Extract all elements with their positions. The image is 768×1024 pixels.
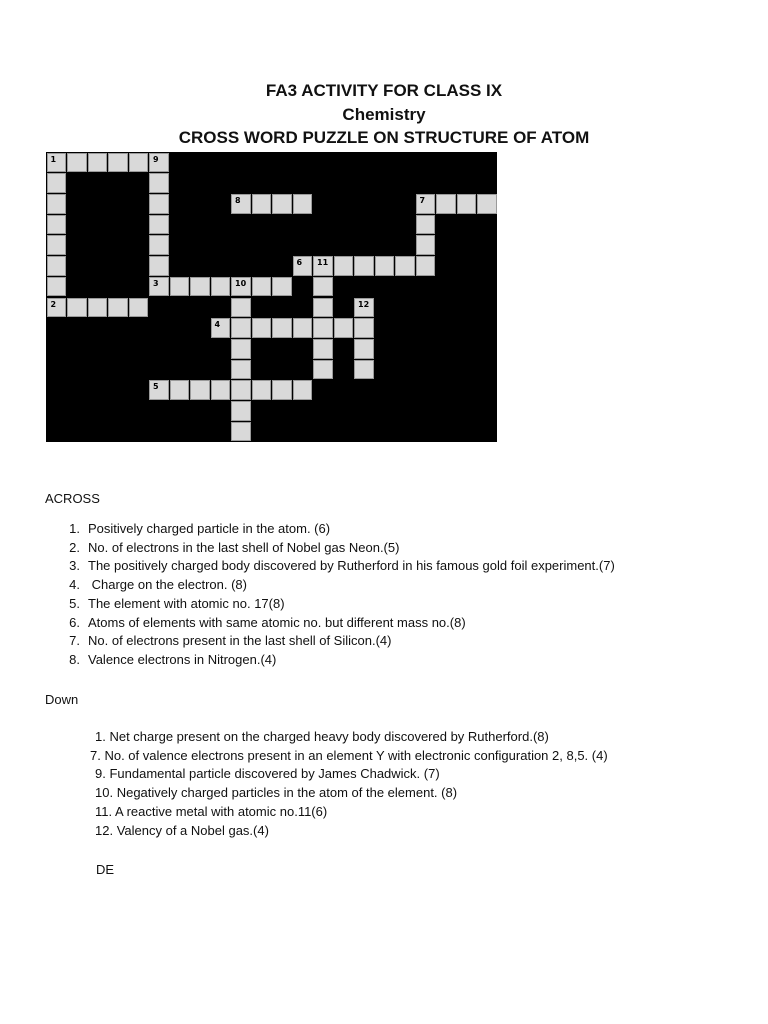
crossword-cell[interactable] <box>354 339 374 359</box>
crossword-cell[interactable] <box>436 194 456 214</box>
across-heading: ACROSS <box>45 491 100 506</box>
crossword-cell[interactable] <box>313 339 333 359</box>
clue-number: 11. <box>95 803 113 819</box>
crossword-cell[interactable] <box>354 360 374 380</box>
crossword-cell[interactable] <box>416 235 436 255</box>
crossword-cell[interactable] <box>231 298 251 318</box>
crossword-cell[interactable] <box>190 380 210 400</box>
across-clue <box>60 633 391 649</box>
crossword-cell[interactable] <box>67 153 87 173</box>
subject-title: Chemistry <box>342 105 426 124</box>
crossword-cell[interactable] <box>313 298 333 318</box>
clue-number: 3 <box>153 278 159 288</box>
clue-text: A reactive metal with atomic no.11(6) <box>115 803 328 819</box>
crossword-cell-7[interactable] <box>416 194 436 214</box>
clue-number: 7. <box>69 633 80 649</box>
crossword-cell[interactable] <box>272 277 292 297</box>
crossword-cell[interactable] <box>170 277 190 297</box>
crossword-cell-6[interactable] <box>293 256 313 276</box>
clue-text: Valence electrons in Nitrogen.(4) <box>88 651 277 667</box>
crossword-cell-12[interactable] <box>354 298 374 318</box>
across-clue <box>60 596 285 612</box>
crossword-cell[interactable] <box>149 235 169 255</box>
crossword-cell[interactable] <box>416 256 436 276</box>
across-clue <box>60 652 276 668</box>
crossword-cell[interactable] <box>354 318 374 338</box>
crossword-cell[interactable] <box>272 194 292 214</box>
crossword-cell[interactable] <box>375 256 395 276</box>
crossword-cell[interactable] <box>477 194 497 214</box>
crossword-cell[interactable] <box>231 339 251 359</box>
clue-text: The positively charged body discovered by Rutherford in his famous gold foil experiment.(7) <box>88 558 615 574</box>
puzzle-title: CROSS WORD PUZZLE ON STRUCTURE OF ATOM <box>178 128 590 147</box>
clue-text: Positively charged particle in the atom. (6) <box>88 521 331 536</box>
clue-number: 7. <box>90 747 101 763</box>
across-clue <box>60 615 466 631</box>
clue-number: 6 <box>296 258 303 268</box>
crossword-cell[interactable] <box>272 318 292 338</box>
clue-text: Charge on the electron. (8) <box>88 577 247 593</box>
clue-number: 6. <box>69 614 80 630</box>
crossword-cell[interactable] <box>457 194 477 214</box>
crossword-cell[interactable] <box>231 380 251 400</box>
crossword-cell-10[interactable] <box>231 277 251 297</box>
clue-number: 12. <box>95 822 114 838</box>
crossword-cell[interactable] <box>47 235 67 255</box>
crossword-cell[interactable] <box>211 277 231 297</box>
crossword-cell[interactable] <box>129 298 149 318</box>
crossword-cell[interactable] <box>354 256 374 276</box>
crossword-cell[interactable] <box>252 318 272 338</box>
down-clue <box>95 785 457 801</box>
crossword-cell[interactable] <box>129 153 149 173</box>
crossword-cell[interactable] <box>149 256 169 276</box>
crossword-cell[interactable] <box>231 360 251 380</box>
crossword-cell[interactable] <box>211 380 231 400</box>
down-clue <box>95 804 327 820</box>
crossword-cell[interactable] <box>67 298 87 318</box>
clue-text: Valency of a Nobel gas.(4) <box>116 822 269 838</box>
clue-number: 5. <box>69 595 80 611</box>
crossword-cell-11[interactable] <box>313 256 333 276</box>
clue-number: 8. <box>69 651 80 667</box>
clue-number: 1 <box>50 154 57 164</box>
clue-text: No. of electrons present in the last shell of Silicon.(4) <box>88 633 392 649</box>
clue-number: 10. <box>95 785 114 801</box>
clue-number: 7 <box>419 195 426 205</box>
down-clue <box>95 729 549 745</box>
clue-text: Fundamental particle discovered by James Chadwick. (7) <box>109 766 440 782</box>
crossword-cell[interactable] <box>252 277 272 297</box>
clue-number: 1. <box>95 729 106 744</box>
crossword-cell-8[interactable] <box>231 194 251 214</box>
crossword-cell-3[interactable] <box>149 277 169 297</box>
crossword-cell[interactable] <box>293 380 313 400</box>
clue-text: No. of electrons in the last shell of Nobel gas Neon.(5) <box>88 539 400 555</box>
crossword-cell[interactable] <box>313 318 333 338</box>
across-clue <box>60 521 330 537</box>
crossword-cell[interactable] <box>395 256 415 276</box>
clue-number: 8 <box>235 195 241 205</box>
clue-number: 10 <box>235 278 247 288</box>
crossword-cell-5[interactable] <box>149 380 169 400</box>
crossword-cell-1[interactable] <box>47 153 67 173</box>
crossword-cell[interactable] <box>416 215 436 235</box>
footer-text: DE <box>96 862 115 877</box>
clue-text: No. of valence electrons present in an element Y with electronic configuration 2, 8,5. (4) <box>104 747 608 763</box>
crossword-cell[interactable] <box>272 380 292 400</box>
clue-text: The element with atomic no. 17(8) <box>88 595 285 611</box>
crossword-cell[interactable] <box>313 277 333 297</box>
crossword-cell[interactable] <box>47 173 67 193</box>
clue-number: 3. <box>69 558 80 574</box>
crossword-cell[interactable] <box>231 422 251 442</box>
clue-text: Negatively charged particles in the atom of the element. (8) <box>116 785 458 801</box>
clue-number: 4. <box>69 577 80 593</box>
clue-text: Atoms of elements with same atomic no. but different mass no.(8) <box>88 614 466 630</box>
down-heading: Down <box>45 692 79 707</box>
crossword-cell[interactable] <box>190 277 210 297</box>
clue-text: Net charge present on the charged heavy body discovered by Rutherford.(8) <box>109 729 549 744</box>
down-clue <box>95 823 269 839</box>
clue-number: 9 <box>153 154 159 164</box>
crossword-cell[interactable] <box>334 256 354 276</box>
down-clue <box>90 748 608 764</box>
crossword-cell[interactable] <box>231 401 251 421</box>
crossword-cell-4[interactable] <box>211 318 231 338</box>
crossword-cell[interactable] <box>108 298 128 318</box>
clue-number: 1. <box>69 521 80 536</box>
across-clue <box>60 577 247 593</box>
crossword-cell-9[interactable] <box>149 153 169 173</box>
clue-number: 9. <box>95 766 106 782</box>
down-clue <box>95 766 440 782</box>
crossword-cell[interactable] <box>231 318 251 338</box>
crossword-cell[interactable] <box>313 360 333 380</box>
clue-number: 2. <box>69 539 80 555</box>
clue-number: 12 <box>358 299 370 309</box>
crossword-cell[interactable] <box>47 277 67 297</box>
clue-number: 2 <box>50 299 57 309</box>
crossword-cell-2[interactable] <box>47 298 67 318</box>
across-clue <box>60 540 399 556</box>
crossword-cell[interactable] <box>47 215 67 235</box>
crossword-cell[interactable] <box>170 380 190 400</box>
crossword-cell[interactable] <box>88 153 108 173</box>
crossword-cell[interactable] <box>149 215 169 235</box>
crossword-grid <box>46 152 497 442</box>
crossword-cell[interactable] <box>47 256 67 276</box>
clue-number: 4 <box>214 320 221 330</box>
crossword-cell[interactable] <box>252 194 272 214</box>
crossword-cell[interactable] <box>88 298 108 318</box>
document-title: FA3 ACTIVITY FOR CLASS IX <box>265 81 503 100</box>
crossword-cell[interactable] <box>47 194 67 214</box>
crossword-cell[interactable] <box>108 153 128 173</box>
crossword-cell[interactable] <box>149 173 169 193</box>
across-clue <box>60 558 615 574</box>
clue-number: 5 <box>153 382 159 392</box>
crossword-cell[interactable] <box>293 194 313 214</box>
crossword-cell[interactable] <box>149 194 169 214</box>
clue-number: 11 <box>317 258 329 268</box>
crossword-cell[interactable] <box>252 380 272 400</box>
crossword-cell[interactable] <box>293 318 313 338</box>
crossword-cell[interactable] <box>334 318 354 338</box>
